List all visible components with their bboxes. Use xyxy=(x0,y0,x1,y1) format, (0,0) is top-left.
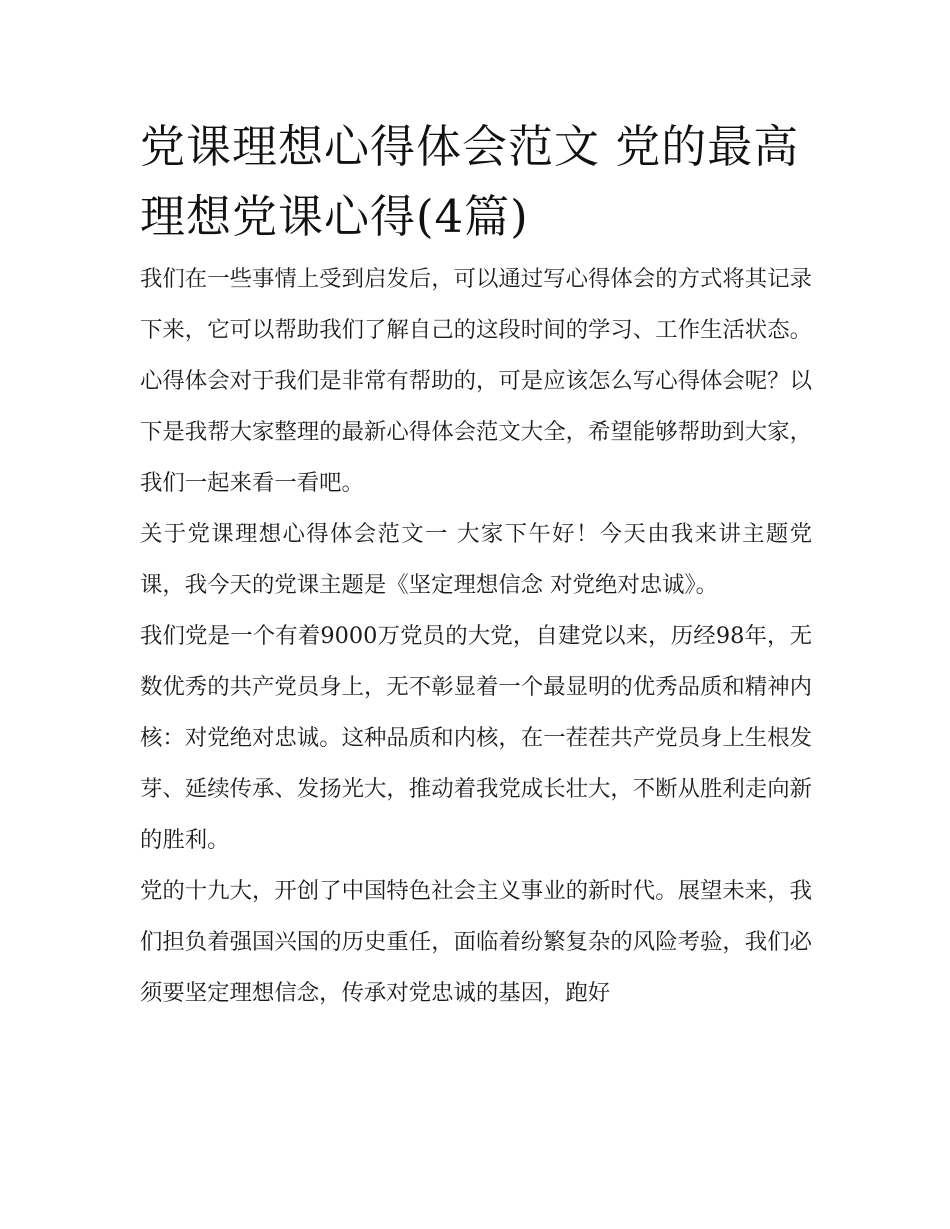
document-body xyxy=(140,112,812,1019)
paragraph-essay-one-opening: 关于党课理想心得体会范文一 大家下午好！今天由我来讲主题党课，我今天的党课主题是《坚定理想信念 对党绝对忠诚》。 xyxy=(140,521,812,598)
paragraph-new-era: 党的十九大，开创了中国特色社会主义事业的新时代。展望未来，我们担负着强国兴国的历史重任，面临着纷繁复杂的风险考验，我们必须要坚定理想信念，传承对党忠诚的基因，跑好 xyxy=(140,878,812,1006)
document-title: 党课理想心得体会范文 党的最高理想党课心得(4篇) xyxy=(140,120,800,243)
paragraph-intro: 我们在一些事情上受到启发后，可以通过写心得体会的方式将其记录下来，它可以帮助我们了解自己的这段时间的学习、工作生活状态。心得体会对于我们是非常有帮助的，可是应该怎么写心得体会呢？以下是我帮大家整理的最新心得体会范文大全，希望能够帮助到大家，我们一起来看一看吧。 xyxy=(140,266,812,496)
paragraph-party-loyalty: 我们党是一个有着9000万党员的大党，自建党以来，历经98年，无数优秀的共产党员身上，无不彰显着一个最显明的优秀品质和精神内核：对党绝对忠诚。这种品质和内核，在一茬茬共产党员身上生根发芽、延续传承、发扬光大，推动着我党成长壮大，不断从胜利走向新的胜利。 xyxy=(140,623,812,853)
